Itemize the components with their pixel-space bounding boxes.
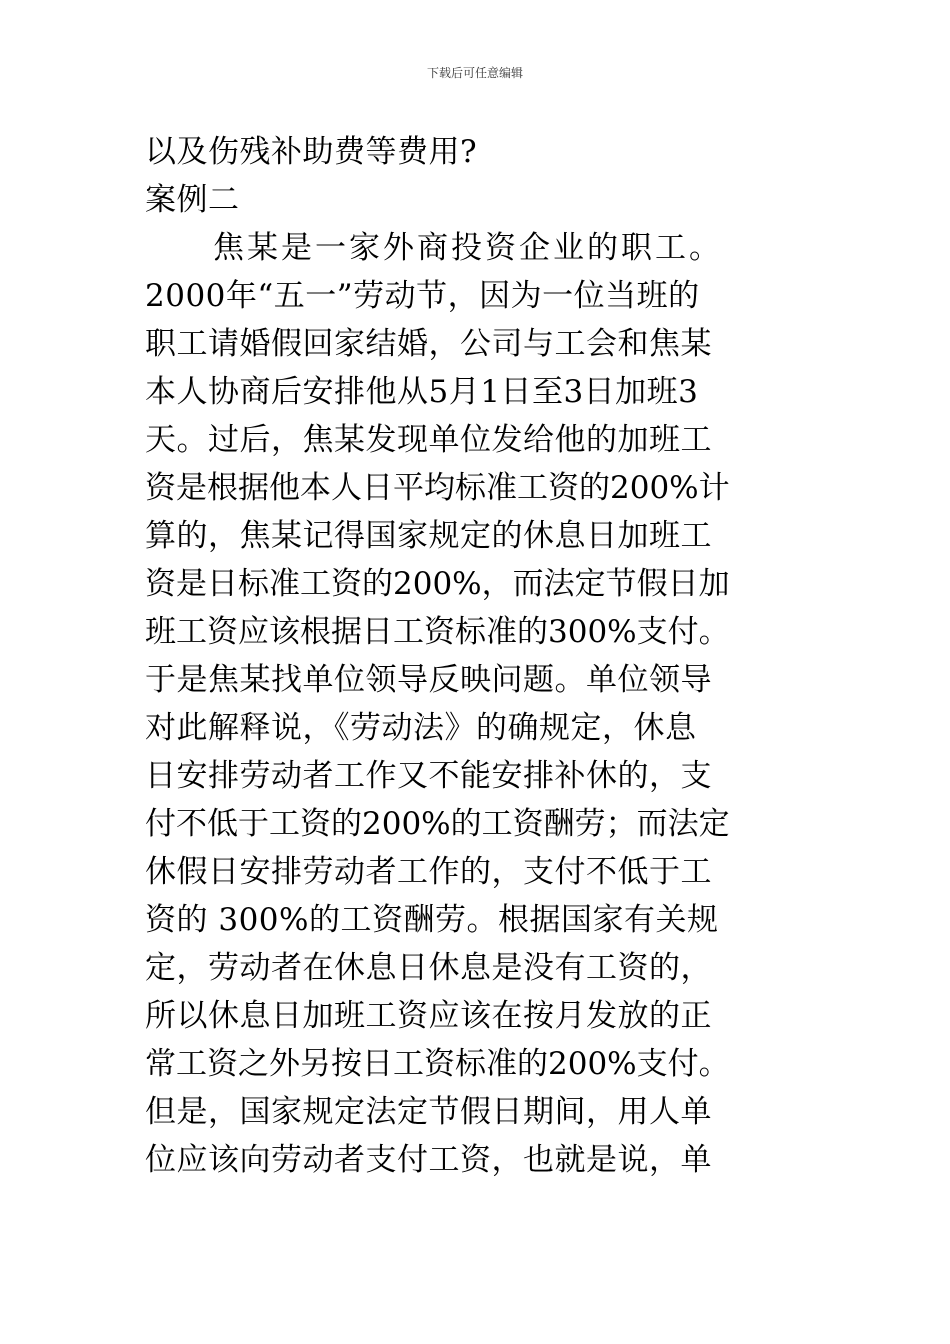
text-line: 资是日标准工资的200%，而法定节假日加: [145, 566, 730, 602]
text-line: 但是，国家规定法定节假日期间，用人单: [145, 1094, 712, 1130]
text-line: 对此解释说，《劳动法》的确规定，休息: [145, 710, 697, 746]
text-line: 位应该向劳动者支付工资，也就是说，单: [145, 1142, 712, 1178]
text-line: 定，劳动者在休息日休息是没有工资的，: [145, 950, 712, 986]
text-line: 资是根据他本人日平均标准工资的200%计: [145, 470, 730, 506]
text-line: 算的，焦某记得国家规定的休息日加班工: [145, 518, 712, 554]
text-line: 常工资之外另按日工资标准的200%支付。: [145, 1046, 730, 1082]
text-line: 日安排劳动者工作又不能安排补休的，支: [145, 758, 712, 794]
text-line: 于是焦某找单位领导反映问题。单位领导: [145, 662, 712, 698]
text-line: 天。过后，焦某发现单位发给他的加班工: [145, 422, 712, 458]
text-line: 所以休息日加班工资应该在按月发放的正: [145, 998, 712, 1034]
text-line: 班工资应该根据日工资标准的300%支付。: [145, 614, 730, 650]
text-line: 付不低于工资的200%的工资酬劳；而法定: [145, 806, 730, 842]
text-line: 2000年“五一”劳动节，因为一位当班的: [145, 278, 700, 314]
text-line: 资的 300%的工资酬劳。根据国家有关规: [145, 902, 719, 938]
text-line: 本人协商后安排他从5月1日至3日加班3: [145, 374, 699, 410]
document-body: [145, 128, 825, 1184]
text-line: 焦某是一家外商投资企业的职工。: [145, 230, 723, 266]
page-header: 下载后可任意编辑: [426, 66, 523, 80]
text-line: 以及伤残补助费等费用?: [145, 134, 478, 170]
text-line: 职工请婚假回家结婚，公司与工会和焦某: [145, 326, 712, 362]
text-line: 休假日安排劳动者工作的，支付不低于工: [145, 854, 712, 890]
section-heading: 案例二: [145, 182, 240, 218]
